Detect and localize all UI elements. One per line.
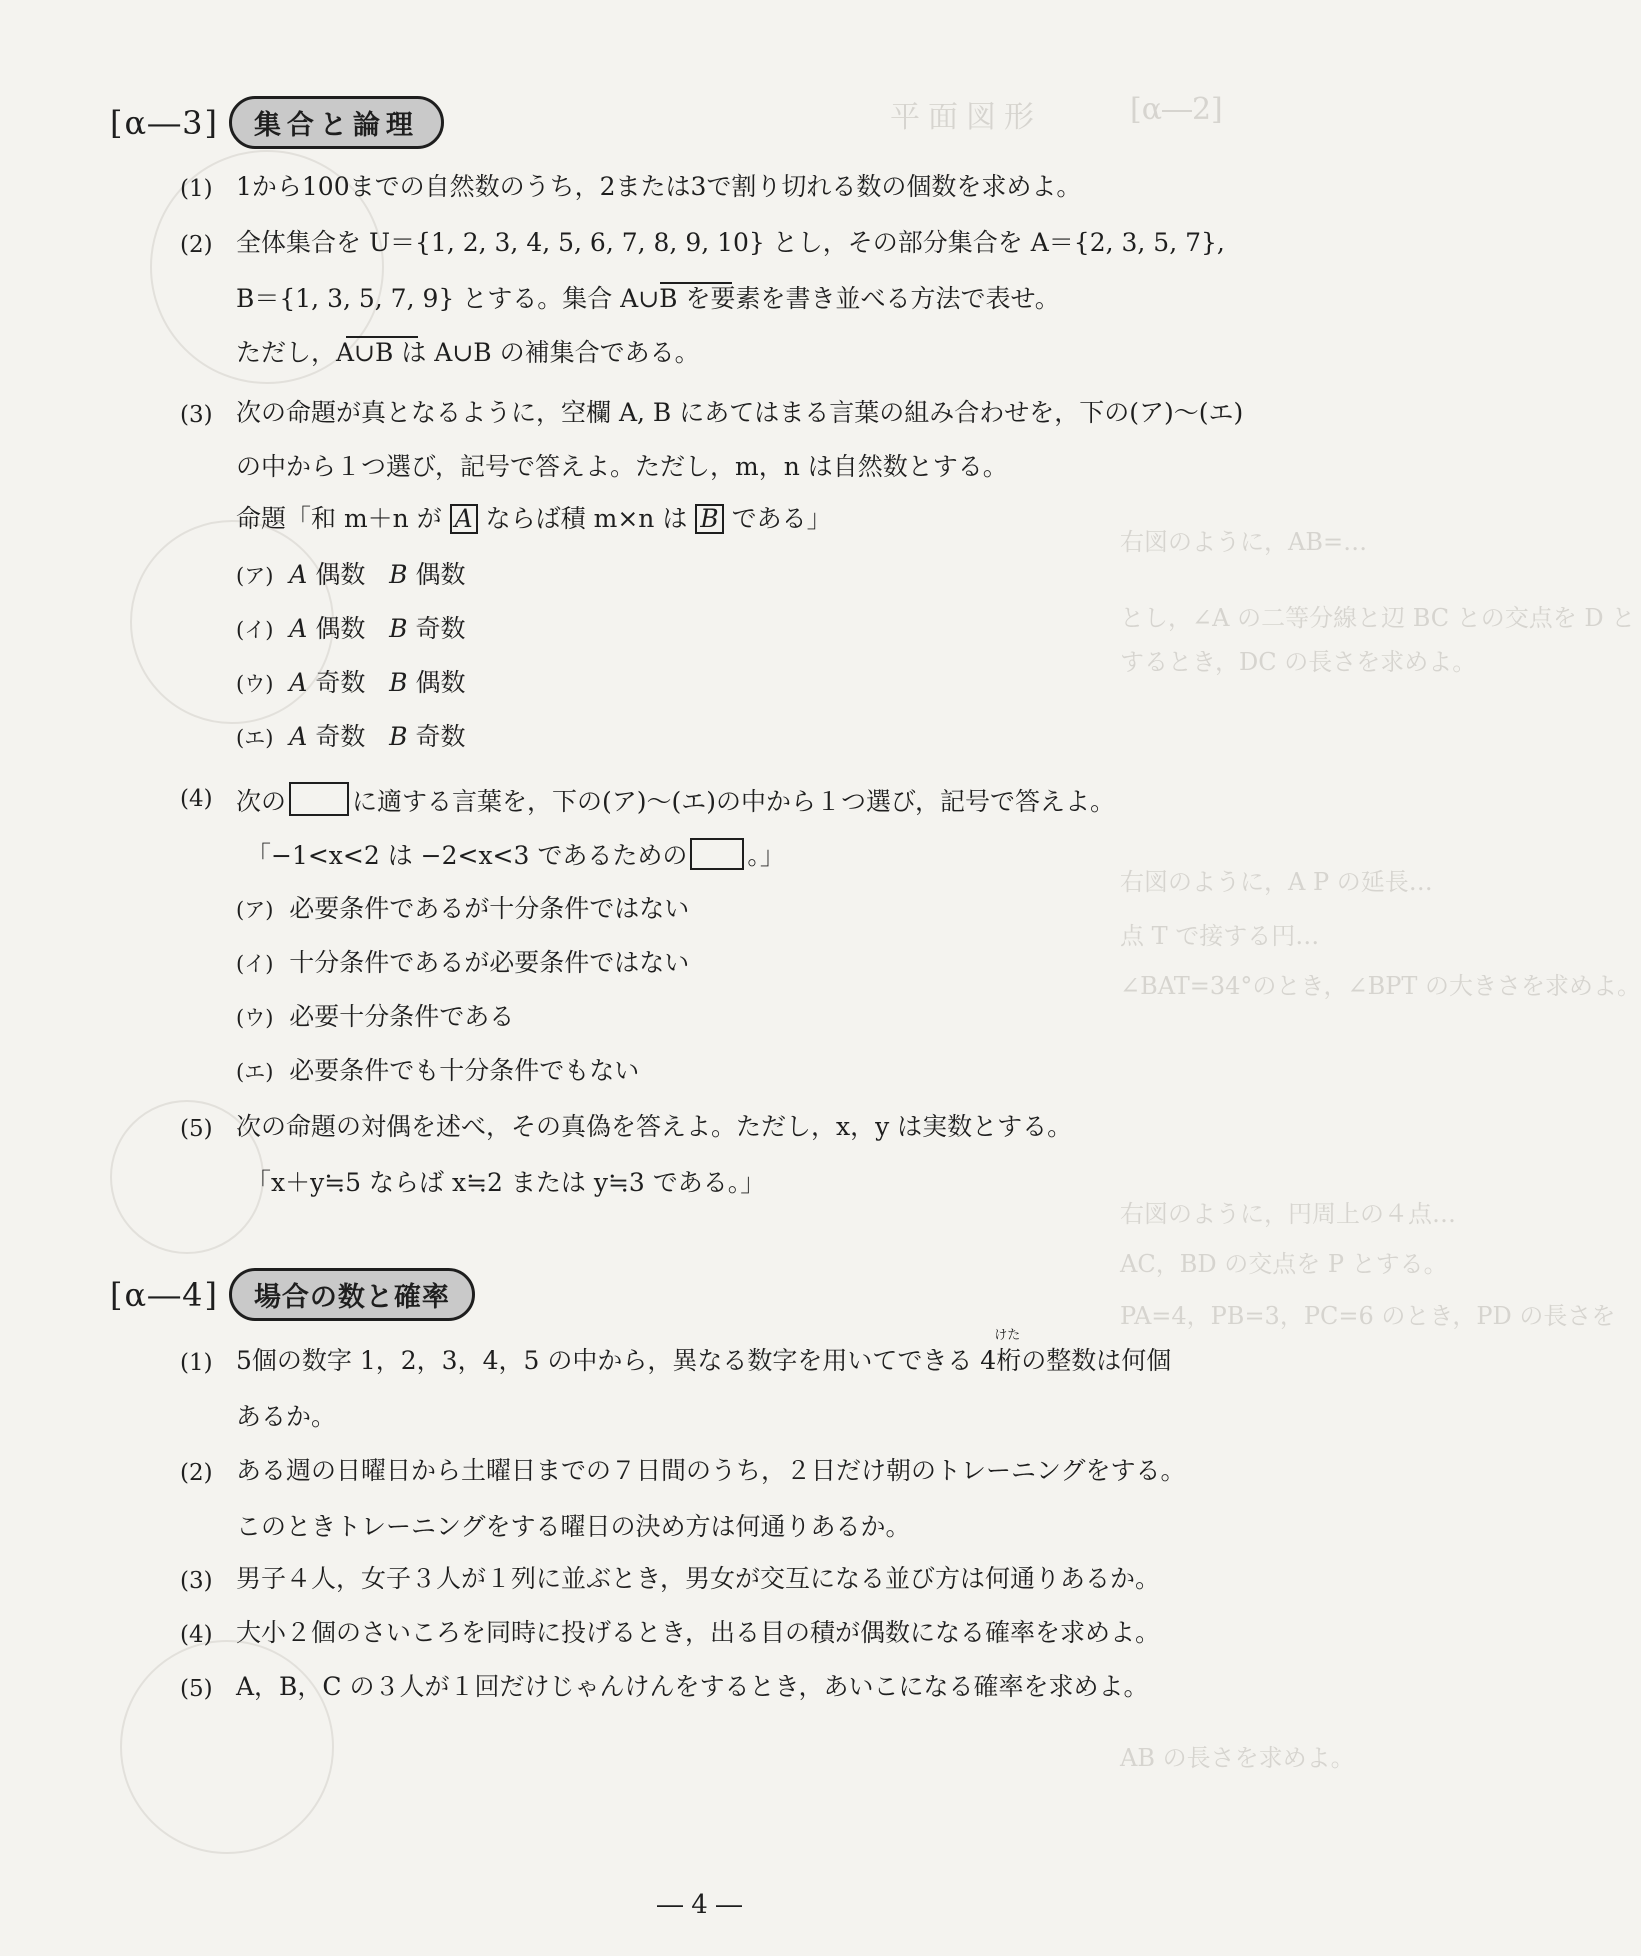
- choice-option: [236, 1002, 514, 1032]
- choice-text: 十分条件であるが必要条件ではない: [289, 948, 690, 977]
- question-number: (5): [180, 1676, 213, 1702]
- choice-mark: (イ): [236, 952, 274, 976]
- ghost-line: するとき，DC の長さを求めよ。: [1120, 648, 1477, 676]
- ghost-line: PA=4，PB=3，PC=6 のとき，PD の長さを: [1120, 1302, 1616, 1330]
- question-number: (4): [180, 786, 213, 812]
- choice-word-b: 偶数: [415, 668, 466, 697]
- choice-var-b: B: [389, 560, 408, 589]
- choice-option: [236, 894, 689, 924]
- ghost-line: 右図のように，A P の延長…: [1120, 868, 1433, 896]
- proposition-start: 命題「和 m＋n が: [236, 504, 442, 533]
- question-text: ただし，A∪B は A∪B の補集合である。: [236, 338, 700, 367]
- question-text: の中から１つ選び，記号で答えよ。ただし，m，n は自然数とする。: [236, 452, 1008, 481]
- choice-mark: (ア): [236, 898, 274, 922]
- choice-text: 必要条件であるが十分条件ではない: [289, 894, 690, 923]
- question-number: (5): [180, 1116, 213, 1142]
- question-text-start: 次の: [236, 787, 287, 816]
- choice-option: [236, 948, 689, 978]
- ruby-reading: けた: [994, 1328, 1021, 1343]
- section-label: [α―4]: [110, 1275, 219, 1314]
- choice-option: [236, 722, 466, 752]
- condition-quote: [246, 838, 785, 871]
- question-text-end: に適する言葉を，下の(ア)〜(エ)の中から１つ選び，記号で答えよ。: [352, 787, 1116, 816]
- answer-blank: [289, 782, 349, 816]
- ruby-base: 桁: [996, 1346, 1022, 1375]
- ghost-line: AC，BD の交点を P とする。: [1120, 1250, 1448, 1278]
- choice-var-a: A: [289, 560, 308, 589]
- question-text-end: の整数は何個: [1021, 1346, 1172, 1375]
- question-text: 全体集合を U＝{1, 2, 3, 4, 5, 6, 7, 8, 9, 10} とし，その部分集合を A＝{2, 3, 5, 7},: [236, 228, 1225, 257]
- ghost-title: 平面図形: [890, 100, 1042, 135]
- choice-var-a: A: [289, 614, 308, 643]
- choice-word-a: 奇数: [315, 668, 366, 697]
- proposition: [236, 504, 832, 534]
- question-text: [236, 1328, 1172, 1376]
- question-text: B＝{1, 3, 5, 7, 9} とする。集合 A∪B を要素を書き並べる方法で表せ。: [236, 284, 1060, 313]
- choice-option: [236, 560, 466, 590]
- question-text: 次の命題の対偶を述べ，その真偽を答えよ。ただし，x，y は実数とする。: [236, 1112, 1073, 1141]
- question-number: (3): [180, 402, 213, 428]
- answer-blank: [690, 838, 744, 870]
- choice-word-a: 奇数: [315, 722, 366, 751]
- section-header-alpha4: [110, 1268, 475, 1321]
- question-number: (2): [180, 232, 213, 258]
- choice-mark: (エ): [236, 1060, 274, 1084]
- choice-var-a: A: [289, 668, 308, 697]
- choice-var-b: B: [389, 722, 408, 751]
- ghost-line: ∠BAT=34°のとき，∠BPT の大きさを求めよ。: [1120, 972, 1641, 1000]
- question-number: (2): [180, 1460, 213, 1486]
- question-text: A，B，C の３人が１回だけじゃんけんをするとき，あいこになる確率を求めよ。: [236, 1672, 1149, 1701]
- choice-word-b: 奇数: [415, 614, 466, 643]
- ruby-word: [994, 1328, 1022, 1376]
- question-text-start: 5個の数字 1，2，3，4，5 の中から，異なる数字を用いてできる 4: [236, 1346, 997, 1375]
- choice-word-b: 奇数: [415, 722, 466, 751]
- choice-word-a: 偶数: [315, 560, 366, 589]
- choice-mark: (ウ): [236, 1006, 274, 1030]
- question-number: (1): [180, 176, 213, 202]
- ghost-line: 右図のように，AB=…: [1120, 528, 1368, 556]
- choice-mark: (エ): [236, 726, 274, 750]
- blank-box-a: A: [450, 504, 478, 534]
- overline-mark: [346, 336, 418, 338]
- page-number: ― 4 ―: [656, 1890, 743, 1920]
- question-number: (3): [180, 1568, 213, 1594]
- question-number: (4): [180, 1622, 213, 1648]
- choice-var-b: B: [389, 614, 408, 643]
- choice-option: [236, 614, 466, 644]
- choice-var-a: A: [289, 722, 308, 751]
- ghost-label: [α―2]: [1130, 92, 1223, 127]
- section-label: [α―3]: [110, 103, 219, 142]
- quote-end: 。」: [747, 841, 785, 870]
- ghost-line: AB の長さを求めよ。: [1120, 1744, 1355, 1772]
- question-text: [236, 782, 1115, 817]
- choice-text: 必要十分条件である: [289, 1002, 515, 1031]
- proposition-end: である」: [731, 504, 832, 533]
- ghost-line: 右図のように，円周上の４点…: [1120, 1200, 1456, 1228]
- overline-mark: [660, 282, 732, 284]
- question-text: あるか。: [236, 1402, 337, 1431]
- section-title-badge: 場合の数と確率: [229, 1268, 475, 1321]
- choice-var-b: B: [389, 668, 408, 697]
- choice-option: [236, 668, 466, 698]
- choice-option: [236, 1056, 639, 1086]
- question-text: 次の命題が真となるように，空欄 A, B にあてはまる言葉の組み合わせを，下の(ア)〜(エ): [236, 398, 1244, 427]
- choice-mark: (ウ): [236, 672, 274, 696]
- choice-mark: (イ): [236, 618, 274, 642]
- choice-mark: (ア): [236, 564, 274, 588]
- question-text: 1から100までの自然数のうち，2または3で割り切れる数の個数を求めよ。: [236, 172, 1082, 201]
- ghost-line: 点 T で接する円…: [1120, 922, 1320, 950]
- question-text: ある週の日曜日から土曜日までの７日間のうち，２日だけ朝のトレーニングをする。: [236, 1456, 1186, 1485]
- section-title-badge: 集合と論理: [229, 96, 444, 149]
- proposition-middle: ならば積 m×n は: [485, 504, 688, 533]
- section-header-alpha3: [110, 96, 444, 149]
- choice-word-b: 偶数: [415, 560, 466, 589]
- blank-box-b: B: [695, 504, 723, 534]
- ghost-line: とし，∠A の二等分線と辺 BC との交点を D と: [1120, 604, 1636, 632]
- question-number: (1): [180, 1350, 213, 1376]
- question-text: 「x＋y≒5 ならば x≒2 または y≒3 である。」: [246, 1168, 766, 1197]
- choice-text: 必要条件でも十分条件でもない: [289, 1056, 640, 1085]
- question-text: 大小２個のさいころを同時に投げるとき，出る目の積が偶数になる確率を求めよ。: [236, 1618, 1161, 1647]
- choice-word-a: 偶数: [315, 614, 366, 643]
- quote-start: 「−1<x<2 は −2<x<3 であるための: [246, 841, 688, 870]
- question-text: 男子４人，女子３人が１列に並ぶとき，男女が交互になる並び方は何通りあるか。: [236, 1564, 1161, 1593]
- question-text: このときトレーニングをする曜日の決め方は何通りあるか。: [236, 1512, 911, 1541]
